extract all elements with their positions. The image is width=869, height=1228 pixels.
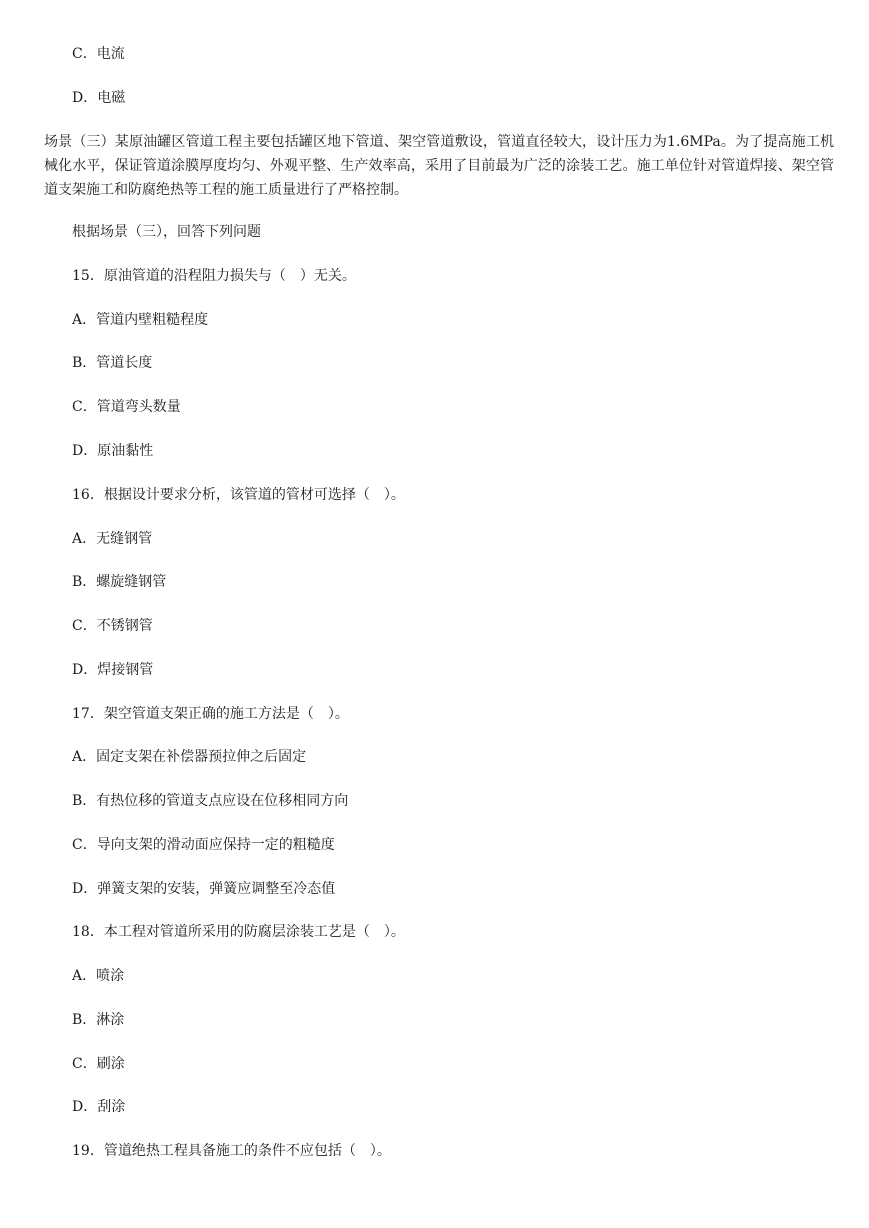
- scenario-instruction: 根据场景（三），回答下列问题: [72, 224, 261, 240]
- option-d-electromagnetic: D．电磁: [72, 90, 126, 106]
- q18-option-d: D．刮涂: [72, 1099, 126, 1115]
- q15-option-d: D．原油黏性: [72, 443, 154, 459]
- q15-option-a: A．管道内壁粗糙程度: [72, 312, 209, 328]
- option-c-electric-current: C．电流: [72, 46, 125, 62]
- question-18: 18．本工程对管道所采用的防腐层涂装工艺是（ ）。: [72, 924, 405, 940]
- q17-option-b: B．有热位移的管道支点应设在位移相同方向: [72, 793, 349, 809]
- q17-option-d: D．弹簧支架的安装，弹簧应调整至冷态值: [72, 881, 336, 897]
- q18-option-b: B．淋涂: [72, 1012, 125, 1028]
- q17-option-c: C．导向支架的滑动面应保持一定的粗糙度: [72, 837, 335, 853]
- scenario-paragraph: 场景（三）某原油罐区管道工程主要包括罐区地下管道、架空管道敷设，管道直径较大，设计压力为1.6MPa。为了提高施工机械化水平，保证管道涂膜厚度均匀、外观平整、生产效率高，采用了目前最为广泛的涂装工艺。施工单位针对管道焊接、架空管道支架施工和防腐绝热等工程的施工质量进行了严格控制。: [44, 134, 834, 198]
- q15-option-b: B．管道长度: [72, 355, 153, 371]
- q17-option-a: A．固定支架在补偿器预拉伸之后固定: [72, 749, 307, 765]
- q18-option-a: A．喷涂: [72, 968, 125, 984]
- question-15: 15．原油管道的沿程阻力损失与（ ）无关。: [72, 268, 356, 284]
- question-16: 16．根据设计要求分析，该管道的管材可选择（ ）。: [72, 487, 405, 503]
- question-19: 19．管道绝热工程具备施工的条件不应包括（ ）。: [72, 1143, 391, 1159]
- q16-option-c: C．不锈钢管: [72, 618, 153, 634]
- q16-option-a: A．无缝钢管: [72, 531, 153, 547]
- q16-option-d: D．焊接钢管: [72, 662, 154, 678]
- q15-option-c: C．管道弯头数量: [72, 399, 181, 415]
- question-17: 17．架空管道支架正确的施工方法是（ ）。: [72, 706, 349, 722]
- q18-option-c: C．刷涂: [72, 1056, 125, 1072]
- q16-option-b: B．螺旋缝钢管: [72, 574, 167, 590]
